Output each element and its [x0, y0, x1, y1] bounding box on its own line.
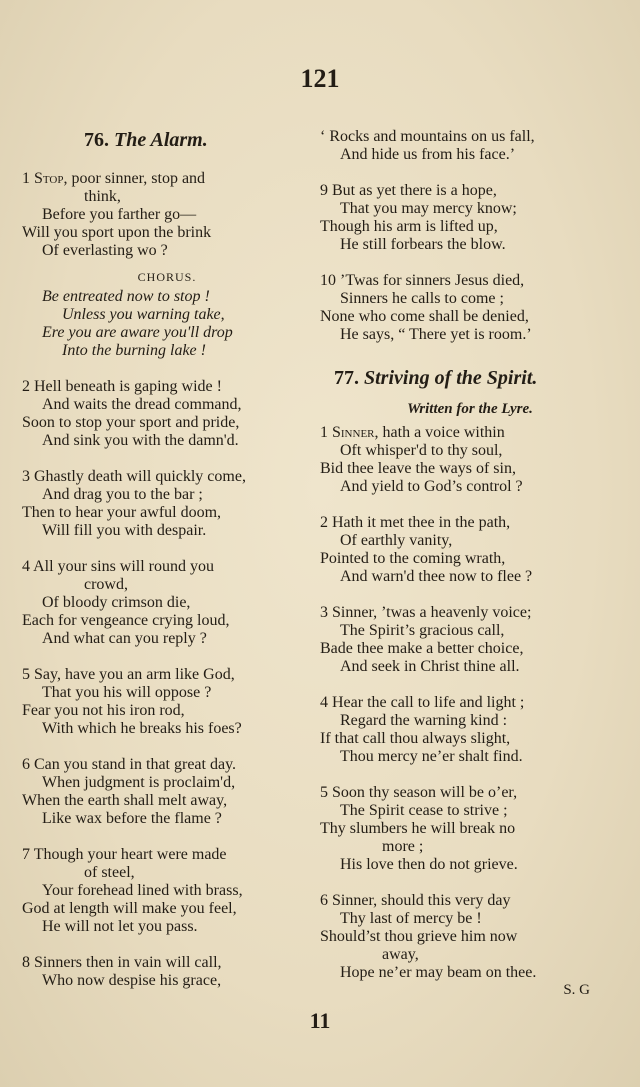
stanza-line: Bade thee make a better choice, — [320, 640, 524, 657]
hymn-76-stanza-5 — [22, 666, 312, 738]
stanza-line: 8 Sinners then in vain will call, — [22, 954, 222, 971]
stanza-line: And sink you with the damn'd. — [42, 432, 239, 449]
stanza-line: That you his will oppose ? — [42, 684, 212, 701]
stanza-line: If that call thou always slight, — [320, 730, 511, 747]
stanza-line: 3 Sinner, ’twas a heavenly voice; — [320, 604, 532, 621]
hymn-77-subtitle: Written for the Lyre. — [407, 401, 533, 417]
stanza-line: Sinners he calls to come ; — [340, 290, 504, 307]
stanza-line: 2 Hath it met thee in the path, — [320, 514, 511, 531]
stanza-line: Pointed to the coming wrath, — [320, 550, 506, 567]
stanza-line: 7 Though your heart were made — [22, 846, 227, 863]
stanza-line: 4 Hear the call to life and light ; — [320, 694, 525, 711]
hymn-77-title-text: Striving of the Spirit. — [364, 367, 538, 389]
stanza-line: Of everlasting wo ? — [42, 242, 168, 259]
stanza-line: Then to hear your awful doom, — [22, 504, 222, 521]
hymn-76-stanza-1 — [22, 170, 312, 260]
stanza-line-wrap: crowd, — [84, 576, 128, 593]
hymn-77-stanza-3 — [320, 604, 620, 676]
stanza-line: Your forehead lined with brass, — [42, 882, 243, 899]
stanza-line: That you may mercy know; — [340, 200, 517, 217]
stanza-line: Oft whisper'd to thy soul, — [340, 442, 503, 459]
stanza-line: And warn'd thee now to flee ? — [340, 568, 533, 585]
right-column — [320, 128, 620, 998]
stanza-line: And hide us from his face.’ — [340, 146, 516, 163]
stanza-line: poor sinner, stop and — [67, 170, 206, 187]
stanza-line: 2 Hell beneath is gaping wide ! — [22, 378, 222, 395]
stanza-line: Bid thee leave the ways of sin, — [320, 460, 516, 477]
stanza-line: God at length will make you feel, — [22, 900, 237, 917]
stanza-line: The Spirit’s gracious call, — [340, 622, 505, 639]
chorus-line: Unless you warning take, — [62, 306, 225, 323]
stanza-line: When the earth shall melt away, — [22, 792, 228, 809]
hymn-76-title — [84, 128, 312, 152]
hymn-77-stanza-5 — [320, 784, 620, 874]
stanza-line: Who now despise his grace, — [42, 972, 222, 989]
hymn-76-number: 76. — [84, 129, 109, 151]
stanza-line: Regard the warning kind : — [340, 712, 508, 729]
stanza-line: And seek in Christ thine all. — [340, 658, 520, 675]
hymn-77-stanza-4 — [320, 694, 620, 766]
stanza-line: hath a voice within — [378, 424, 505, 441]
stanza-line-wrap: of steel, — [84, 864, 135, 881]
stanza-line: Thy slumbers he will break no — [320, 820, 516, 837]
stanza-line: 5 Soon thy season will be o’er, — [320, 784, 518, 801]
hymn-76-stanza-6 — [22, 756, 312, 828]
stanza-line: And yield to God’s control ? — [340, 478, 523, 495]
stanza-line: 10 ’Twas for sinners Jesus died, — [320, 272, 525, 289]
hymn-77-number: 77. — [334, 367, 359, 389]
stanza-line: And what can you reply ? — [42, 630, 207, 647]
stanza-line: Will fill you with despair. — [42, 522, 207, 539]
stanza-line: With which he breaks his foes? — [42, 720, 242, 737]
chorus-line: Into the burning lake ! — [62, 342, 206, 359]
hymn-76-stanza-7 — [22, 846, 312, 936]
hymn-76-stanza-10 — [320, 272, 620, 344]
stanza-line: Like wax before the flame ? — [42, 810, 222, 827]
stanza-line: He still forbears the blow. — [340, 236, 506, 253]
stanza-line: And drag you to the bar ; — [42, 486, 203, 503]
hymn-77-title — [334, 366, 620, 390]
stanza-line: None who come shall be denied, — [320, 308, 529, 325]
chorus-line: Ere you are aware you'll drop — [42, 324, 233, 341]
stanza-line-wrap: more ; — [382, 838, 424, 855]
drop-word: Stop, — [34, 170, 68, 187]
stanza-line: Each for vengeance crying loud, — [22, 612, 230, 629]
stanza-line: 5 Say, have you an arm like God, — [22, 666, 235, 683]
hymn-76-stanza-2 — [22, 378, 312, 450]
stanza-line: Of bloody crimson die, — [42, 594, 191, 611]
stanza-line: 9 But as yet there is a hope, — [320, 182, 497, 199]
stanza-line-wrap: think, — [84, 188, 121, 205]
hymn-76-stanza-8 — [22, 954, 312, 990]
chorus-label: CHORUS. — [137, 270, 197, 284]
hymn-77-stanza-6 — [320, 892, 620, 982]
hymn-76-stanza-4 — [22, 558, 312, 648]
stanza-line: 6 Can you stand in that great day. — [22, 756, 237, 773]
drop-word: Sinner, — [332, 424, 379, 441]
stanza-number: 1 — [22, 170, 30, 187]
hymn-76-stanza-9 — [320, 182, 620, 254]
signature-mark: 11 — [309, 1008, 331, 1033]
chorus-line: Be entreated now to stop ! — [42, 288, 210, 305]
hymn-77-stanza-1 — [320, 424, 620, 496]
stanza-line: The Spirit cease to strive ; — [340, 802, 508, 819]
stanza-line: Before you farther go— — [42, 206, 197, 223]
stanza-line: 6 Sinner, should this very day — [320, 892, 511, 909]
stanza-line: Soon to stop your sport and pride, — [22, 414, 240, 431]
stanza-line: Should’st thou grieve him now — [320, 928, 518, 945]
author-initials: S. G — [563, 982, 590, 998]
hymn-76-stanza-3 — [22, 468, 312, 540]
hymn-77-stanza-2 — [320, 514, 620, 586]
stanza-number: 1 — [320, 424, 328, 441]
hymn-76-stanza-8-continued — [320, 128, 620, 164]
page-number: 121 — [300, 64, 340, 93]
hymn-76-title-text: The Alarm. — [114, 129, 208, 151]
stanza-line: When judgment is proclaim'd, — [42, 774, 236, 791]
stanza-line: 4 All your sins will round you — [22, 558, 215, 575]
stanza-line: ‘ Rocks and mountains on us fall, — [320, 128, 535, 145]
stanza-line: Though his arm is lifted up, — [320, 218, 498, 235]
stanza-line: Hope ne’er may beam on thee. — [340, 964, 537, 981]
stanza-line: Of earthly vanity, — [340, 532, 453, 549]
stanza-line: He will not let you pass. — [42, 918, 198, 935]
stanza-line: Fear you not his iron rod, — [22, 702, 185, 719]
stanza-line: And waits the dread command, — [42, 396, 242, 413]
stanza-line: He says, “ There yet is room.’ — [340, 326, 532, 343]
hymn-76-chorus — [22, 288, 312, 360]
stanza-line: Thou mercy ne’er shalt find. — [340, 748, 523, 765]
stanza-line: His love then do not grieve. — [340, 856, 518, 873]
stanza-line-wrap: away, — [382, 946, 419, 963]
stanza-line: Will you sport upon the brink — [22, 224, 212, 241]
stanza-line: 3 Ghastly death will quickly come, — [22, 468, 246, 485]
left-column — [22, 128, 312, 990]
stanza-line: Thy last of mercy be ! — [340, 910, 482, 927]
